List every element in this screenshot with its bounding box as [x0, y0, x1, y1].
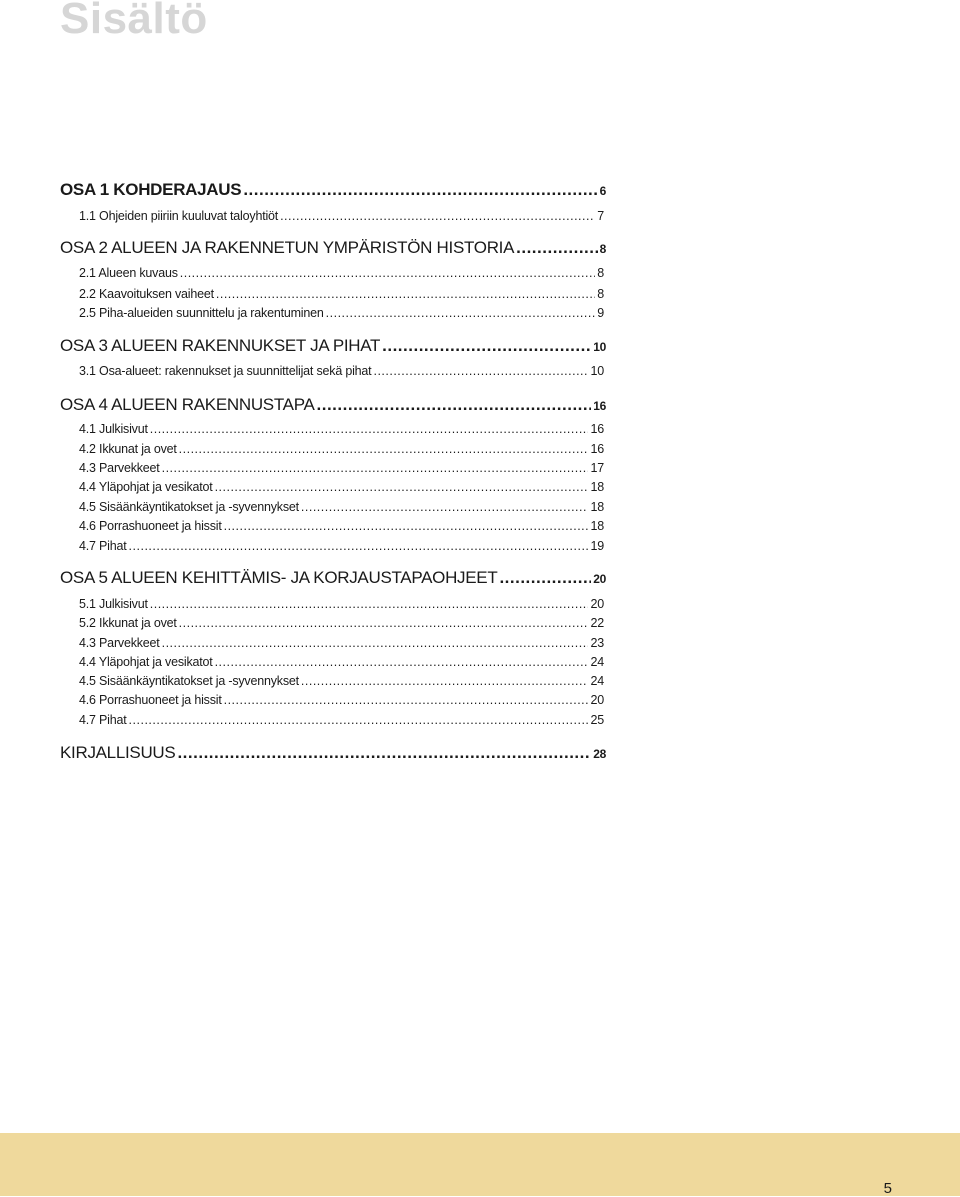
- toc-entry-page: 8: [597, 287, 604, 301]
- toc-entry[interactable]: [60, 743, 606, 763]
- toc-entry[interactable]: [60, 238, 606, 258]
- toc-leader-dots: [373, 364, 588, 378]
- toc-entry[interactable]: [79, 500, 604, 514]
- toc-entry-page: 18: [590, 519, 604, 533]
- toc-entry-label: OSA 3 ALUEEN RAKENNUKSET JA PIHAT: [60, 336, 381, 355]
- toc-entry-page: 23: [590, 636, 604, 650]
- toc-entry-label: OSA 4 ALUEEN RAKENNUSTAPA: [60, 395, 315, 414]
- toc-entry-page: 16: [593, 399, 606, 413]
- toc-entry[interactable]: [79, 422, 604, 436]
- toc-leader-dots: [243, 180, 597, 200]
- toc-leader-dots: [162, 636, 589, 650]
- toc-entry-label: OSA 1 KOHDERAJAUS: [60, 180, 242, 199]
- toc-leader-dots: [129, 713, 589, 727]
- toc-leader-dots: [382, 336, 591, 356]
- toc-entry[interactable]: [60, 568, 606, 588]
- toc-entry-page: 24: [590, 655, 604, 669]
- toc-entry-label: 2.5 Piha-alueiden suunnittelu ja rakentuminen: [79, 306, 324, 320]
- toc-entry-label: 2.1 Alueen kuvaus: [79, 266, 178, 280]
- toc-entry-page: 8: [597, 266, 604, 280]
- toc-entry-label: KIRJALLISUUS: [60, 743, 176, 762]
- toc-entry-page: 16: [590, 422, 604, 436]
- footer-band: [0, 1133, 960, 1196]
- toc-entry-page: 20: [590, 693, 604, 707]
- toc-entry-page: 18: [590, 480, 604, 494]
- toc-leader-dots: [326, 306, 596, 320]
- toc-entry[interactable]: [79, 713, 604, 727]
- toc-entry-page: 8: [599, 242, 606, 256]
- toc-entry-label: OSA 2 ALUEEN JA RAKENNETUN YMPÄRISTÖN HISTORIA: [60, 238, 515, 257]
- toc-leader-dots: [179, 442, 589, 456]
- toc-entry[interactable]: [79, 693, 604, 707]
- toc-entry-label: OSA 5 ALUEEN KEHITTÄMIS- JA KORJAUSTAPAOHJEET: [60, 568, 498, 587]
- toc-entry-label: 4.6 Porrashuoneet ja hissit: [79, 519, 222, 533]
- toc-entry-page: 6: [599, 184, 606, 198]
- toc-entry[interactable]: [79, 519, 604, 533]
- toc-leader-dots: [317, 395, 592, 415]
- toc-entry[interactable]: [79, 442, 604, 456]
- toc-entry-label: 4.7 Pihat: [79, 713, 127, 727]
- page-number: 5: [883, 1180, 892, 1197]
- toc-leader-dots: [177, 743, 591, 763]
- toc-entry[interactable]: [79, 480, 604, 494]
- toc-entry[interactable]: [79, 674, 604, 688]
- toc-entry-page: 19: [590, 539, 604, 553]
- toc-leader-dots: [215, 655, 589, 669]
- toc-leader-dots: [129, 539, 589, 553]
- toc-entry[interactable]: [79, 461, 604, 475]
- toc-entry-label: 5.1 Julkisivut: [79, 597, 148, 611]
- toc-entry[interactable]: [79, 539, 604, 553]
- toc-entry-page: 18: [590, 500, 604, 514]
- toc-leader-dots: [224, 519, 589, 533]
- toc-entry[interactable]: [60, 395, 606, 415]
- toc-entry-page: 22: [590, 616, 604, 630]
- toc-leader-dots: [216, 287, 595, 301]
- toc-leader-dots: [162, 461, 589, 475]
- toc-entry-label: 4.7 Pihat: [79, 539, 127, 553]
- toc-entry[interactable]: [79, 306, 604, 320]
- toc-entry-page: 9: [597, 306, 604, 320]
- toc-entry[interactable]: [79, 266, 604, 280]
- toc-entry[interactable]: [79, 655, 604, 669]
- toc-entry-label: 4.4 Yläpohjat ja vesikatot: [79, 655, 213, 669]
- toc-entry[interactable]: [79, 209, 604, 223]
- toc-entry-page: 25: [590, 713, 604, 727]
- toc-entry-label: 4.3 Parvekkeet: [79, 461, 160, 475]
- toc-entry[interactable]: [79, 616, 604, 630]
- toc-entry[interactable]: [79, 597, 604, 611]
- toc-entry[interactable]: [79, 287, 604, 301]
- toc-entry-page: 24: [590, 674, 604, 688]
- toc-entry-label: 2.2 Kaavoituksen vaiheet: [79, 287, 214, 301]
- toc-entry-page: 28: [593, 747, 606, 761]
- toc-entry-label: 4.2 Ikkunat ja ovet: [79, 442, 177, 456]
- toc-entry-label: 4.4 Yläpohjat ja vesikatot: [79, 480, 213, 494]
- toc-entry-label: 3.1 Osa-alueet: rakennukset ja suunnittelijat sekä pihat: [79, 364, 372, 378]
- toc-leader-dots: [150, 422, 589, 436]
- toc-entry[interactable]: [60, 180, 606, 200]
- toc-entry-page: 17: [590, 461, 604, 475]
- toc-entry[interactable]: [79, 364, 604, 378]
- toc-entry-page: 16: [590, 442, 604, 456]
- toc-entry-page: 20: [590, 597, 604, 611]
- toc-entry-label: 4.3 Parvekkeet: [79, 636, 160, 650]
- toc-entry-label: 1.1 Ohjeiden piiriin kuuluvat taloyhtiöt: [79, 209, 279, 223]
- toc-leader-dots: [499, 568, 591, 588]
- toc-leader-dots: [516, 238, 597, 258]
- toc-leader-dots: [150, 597, 589, 611]
- toc-entry-page: 10: [590, 364, 604, 378]
- toc-entry-label: 4.5 Sisäänkäyntikatokset ja -syvennykset: [79, 500, 299, 514]
- toc-leader-dots: [301, 500, 589, 514]
- toc-leader-dots: [280, 209, 595, 223]
- toc-leader-dots: [215, 480, 589, 494]
- toc-leader-dots: [224, 693, 589, 707]
- toc-entry-page: 7: [597, 209, 604, 223]
- toc-entry[interactable]: [60, 336, 606, 356]
- toc-entry[interactable]: [79, 636, 604, 650]
- toc-leader-dots: [179, 616, 589, 630]
- toc-entry-page: 10: [593, 340, 606, 354]
- toc-entry-page: 20: [593, 572, 606, 586]
- toc-entry-label: 5.2 Ikkunat ja ovet: [79, 616, 177, 630]
- toc-entry-label: 4.5 Sisäänkäyntikatokset ja -syvennykset: [79, 674, 299, 688]
- toc-leader-dots: [301, 674, 589, 688]
- page-title: Sisältö: [60, 0, 208, 43]
- toc-leader-dots: [180, 266, 595, 280]
- toc-entry-label: 4.1 Julkisivut: [79, 422, 148, 436]
- toc-entry-label: 4.6 Porrashuoneet ja hissit: [79, 693, 222, 707]
